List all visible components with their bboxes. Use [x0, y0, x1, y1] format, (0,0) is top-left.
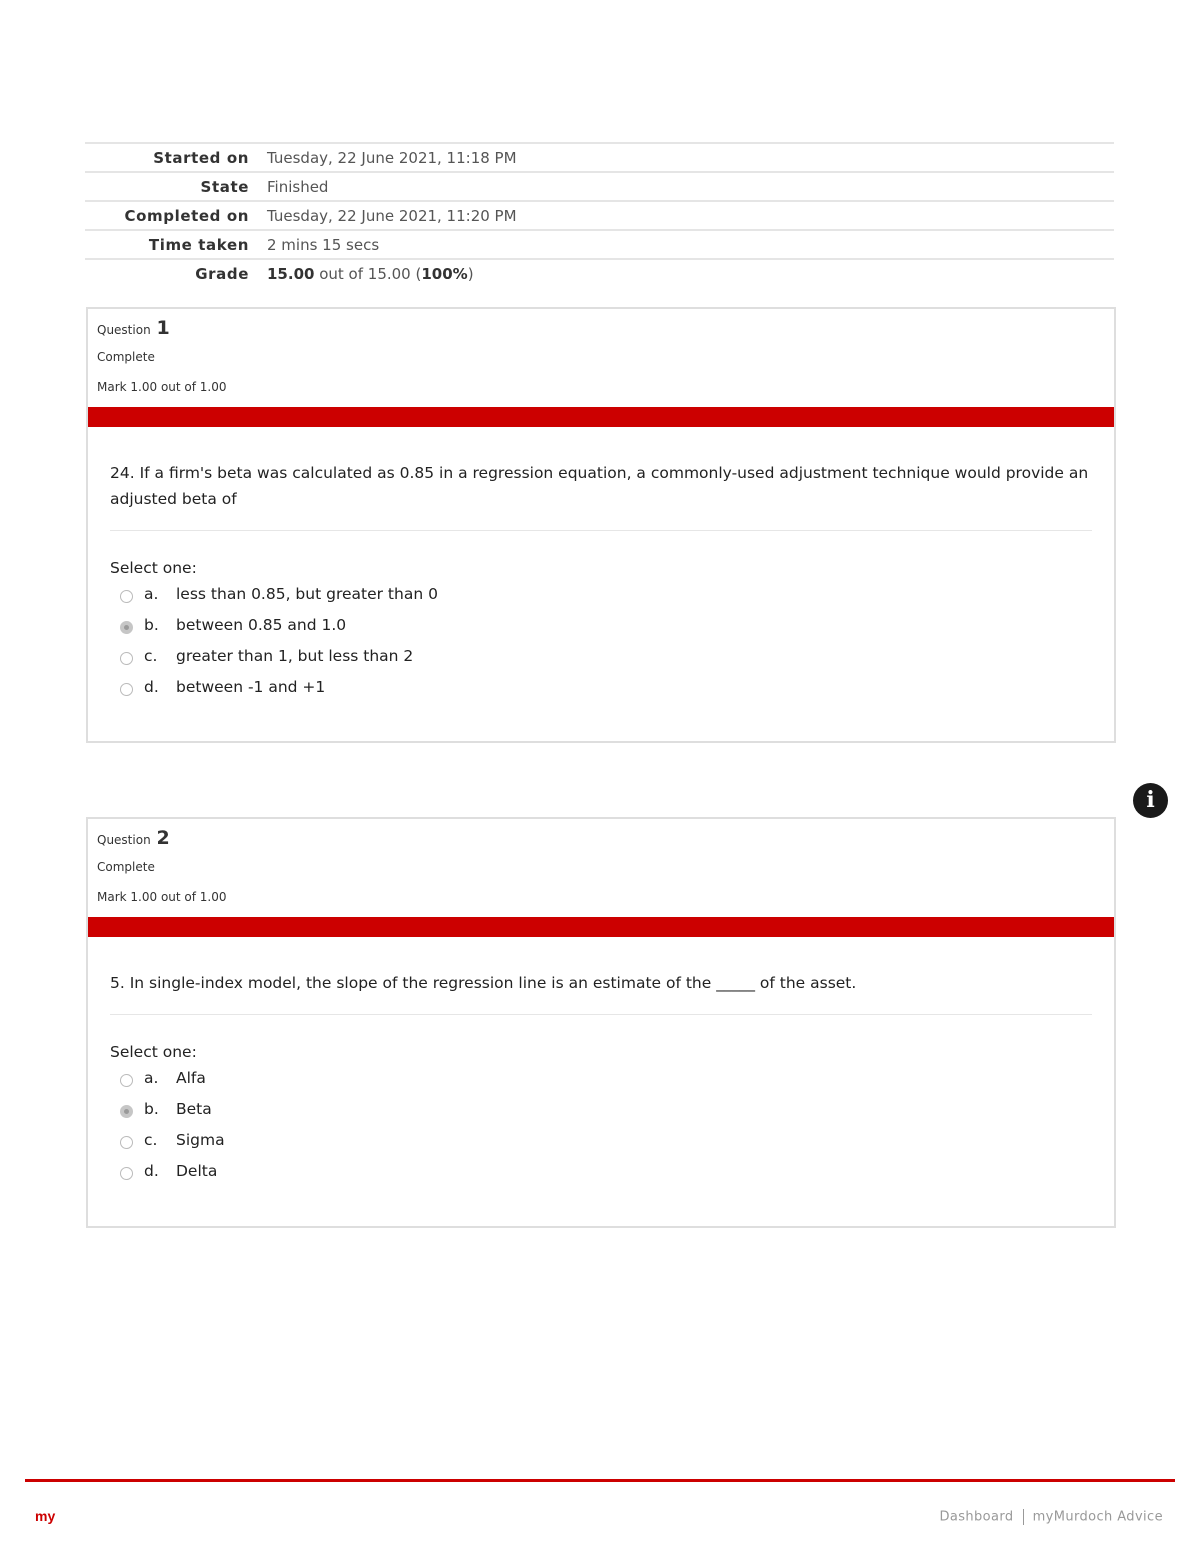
mymurdoch-advice-link[interactable]: myMurdoch Advice [1032, 1509, 1163, 1525]
answer-option-b[interactable] [110, 616, 1092, 647]
question-label: Question [97, 323, 151, 337]
summary-label: Time taken [85, 230, 267, 259]
summary-row-state [85, 172, 1114, 201]
option-letter: a. [144, 1069, 159, 1087]
radio-icon[interactable] [120, 1136, 133, 1149]
radio-icon[interactable] [120, 652, 133, 665]
info-icon[interactable]: i [1133, 783, 1168, 818]
answer-option-d[interactable] [110, 1162, 1092, 1193]
radio-icon[interactable] [120, 1074, 133, 1087]
brand-logo[interactable]: my [35, 1508, 56, 1524]
summary-label: Grade [85, 259, 267, 288]
footer-separator [1023, 1509, 1024, 1525]
option-letter: c. [144, 1131, 158, 1149]
option-text: greater than 1, but less than 2 [176, 647, 414, 665]
option-letter: b. [144, 1100, 159, 1118]
summary-row-completed [85, 201, 1114, 230]
summary-value: Finished [267, 172, 1114, 201]
attempt-summary-table [85, 142, 1114, 288]
grade-score: 15.00 [267, 265, 315, 283]
grade-value [267, 259, 1114, 288]
grade-text-end: ) [467, 265, 474, 283]
option-letter: a. [144, 585, 159, 603]
summary-row-started [85, 143, 1114, 172]
summary-row-time-taken [85, 230, 1114, 259]
option-text: between 0.85 and 1.0 [176, 616, 347, 634]
question-number-line [97, 317, 170, 339]
radio-icon[interactable] [120, 683, 133, 696]
radio-checked-icon[interactable] [120, 1105, 133, 1118]
question-mark: Mark 1.00 out of 1.00 [97, 890, 227, 904]
question-label: Question [97, 833, 151, 847]
answer-options [110, 1069, 1092, 1193]
footer-links [939, 1509, 1163, 1525]
answer-option-d[interactable] [110, 678, 1092, 709]
select-one-prompt: Select one: [110, 559, 197, 577]
option-text: between -1 and +1 [176, 678, 326, 696]
option-text: Alfa [176, 1069, 206, 1087]
answer-option-c[interactable] [110, 647, 1092, 678]
dashboard-link[interactable]: Dashboard [939, 1509, 1014, 1525]
question-card-1 [86, 307, 1116, 743]
option-text: Sigma [176, 1131, 225, 1149]
question-card-2 [86, 817, 1116, 1228]
grade-text: out of 15.00 ( [314, 265, 422, 283]
question-info [88, 819, 1114, 917]
question-state: Complete [97, 860, 155, 874]
question-content [88, 427, 1114, 709]
option-letter: b. [144, 616, 159, 634]
radio-checked-icon[interactable] [120, 621, 133, 634]
radio-icon[interactable] [120, 590, 133, 603]
question-number: 2 [156, 827, 170, 849]
answer-options [110, 585, 1092, 709]
question-state: Complete [97, 350, 155, 364]
summary-label: State [85, 172, 267, 201]
option-text: Delta [176, 1162, 218, 1180]
answer-option-b[interactable] [110, 1100, 1092, 1131]
question-mark: Mark 1.00 out of 1.00 [97, 380, 227, 394]
radio-icon[interactable] [120, 1167, 133, 1180]
question-content [88, 937, 1114, 1193]
summary-label: Started on [85, 143, 267, 172]
footer-divider [25, 1479, 1175, 1482]
answer-option-a[interactable] [110, 1069, 1092, 1100]
question-number-line [97, 827, 170, 849]
answer-option-c[interactable] [110, 1131, 1092, 1162]
select-one-prompt: Select one: [110, 1043, 197, 1061]
question-info [88, 309, 1114, 407]
summary-label: Completed on [85, 201, 267, 230]
grade-percent: 100% [421, 265, 468, 283]
question-divider-bar [88, 917, 1114, 937]
question-divider-bar [88, 407, 1114, 427]
summary-value: Tuesday, 22 June 2021, 11:20 PM [267, 201, 1114, 230]
option-letter: d. [144, 678, 159, 696]
question-text: 24. If a firm's beta was calculated as 0.85 in a regression equation, a commonly-used adjustment technique would provide an adjusted beta of [110, 427, 1092, 531]
summary-row-grade [85, 259, 1114, 288]
option-text: Beta [176, 1100, 212, 1118]
option-letter: d. [144, 1162, 159, 1180]
answer-option-a[interactable] [110, 585, 1092, 616]
option-text: less than 0.85, but greater than 0 [176, 585, 438, 603]
question-number: 1 [156, 317, 170, 339]
summary-value: 2 mins 15 secs [267, 230, 1114, 259]
option-letter: c. [144, 647, 158, 665]
question-text: 5. In single-index model, the slope of the regression line is an estimate of the _____ of the asset. [110, 937, 1092, 1015]
summary-value: Tuesday, 22 June 2021, 11:18 PM [267, 143, 1114, 172]
